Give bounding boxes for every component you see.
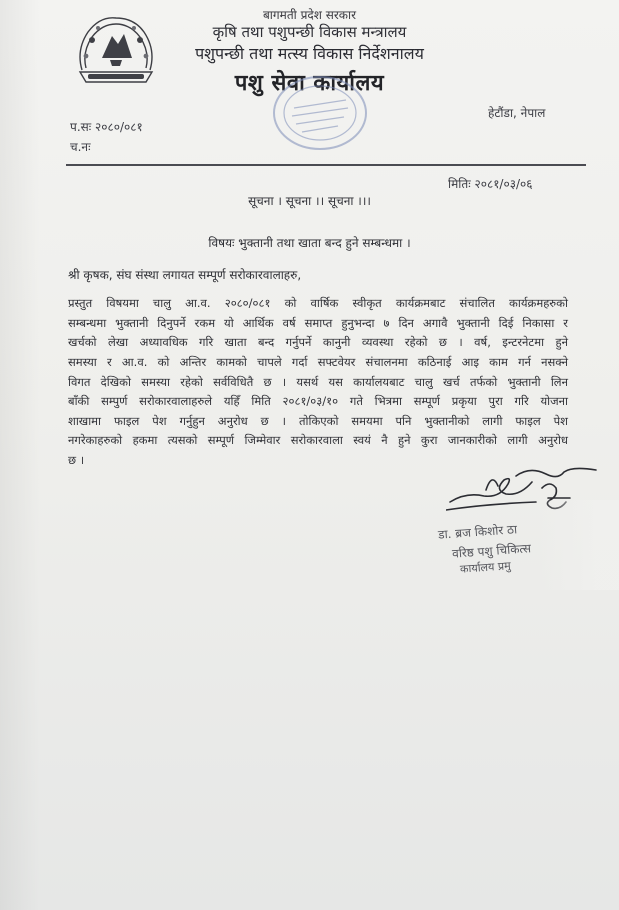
body-line: बाँकी सम्पुर्ण सरोकारवालाहरुले यहिँ मिति २०८१/०३/१० गते भित्रमा सम्पूर्ण प्रकृया पुरा गरि योजना [68, 394, 568, 408]
letter-date: मितिः २०८१/०३/०६ [448, 177, 533, 191]
header-divider [66, 164, 586, 166]
signatory-title: वरिष्ठ पशु चिकित्स [451, 541, 532, 561]
signatory-role: कार्यालय प्रमु [459, 559, 512, 576]
letter-number: प.सः २०८०/०८१ [70, 120, 143, 134]
office-location: हेटौंडा, नेपाल [488, 106, 546, 120]
ministry-name: कृषि तथा पशुपन्छी विकास मन्त्रालय [212, 23, 407, 41]
paper-shadow [0, 0, 40, 910]
dispatch-number: च.नः [70, 140, 91, 154]
body-line: समस्या र आ.व. को अन्तिर कामको चापले गर्दा सफ्टवेयर संचालनमा कठिनाई आइ काम गर्न नसक्ने [68, 355, 568, 369]
body-line: प्रस्तुत विषयमा चालु आ.व. २०८०/०८१ को वार्षिक स्वीकृत कार्यक्रमबाट संचालित कार्यक्रमहरुको [68, 296, 568, 310]
body-line: विगत देखिको समस्या रहेको सर्वविधितै छ । यसर्थ यस कार्यालयबाट चालु खर्च तर्फको भुक्तानी लिन [68, 375, 568, 389]
province-government: बागमती प्रदेश सरकार [262, 8, 357, 22]
body-line: छ । [68, 453, 85, 467]
office-name: पशु सेवा कार्यालय [234, 71, 385, 96]
signatory-name: डा. ब्रज किशोर ठा [437, 522, 518, 542]
body-line: नगरेकाहरुको हकमा त्यसको सम्पूर्ण जिम्मेवार सरोकारवाला स्वयं नै हुने कुरा जानकारीको लागी अनुरोध [68, 433, 568, 447]
office-seal-stamp [270, 72, 370, 154]
body-line: सम्बन्धमा भुक्तानी दिनुपर्ने रकम यो आर्थिक वर्ष समाप्त हुनुभन्दा ७ दिन अगावै भुक्तानी दिई निकासा र [68, 316, 568, 330]
directorate-name: पशुपन्छी तथा मत्स्य विकास निर्देशनालय [195, 44, 424, 63]
salutation: श्री कृषक, संघ संस्था लगायत सम्पूर्ण सरोकारवालाहरु, [68, 268, 302, 282]
paper-fade [540, 500, 619, 590]
letter-subject: विषयः भुक्तानी तथा खाता बन्द हुने सम्बन्धमा । [208, 236, 411, 250]
body-line: शाखामा फाइल पेश गर्नुहुन अनुरोध छ । तोकिएको समयमा पनि भुक्तानीको लागी फाइल पेश [68, 414, 568, 428]
body-line: खर्चको लेखा अध्यावधिक गरि खाता बन्द गर्नुपर्ने कानुनी व्यवस्था रहेको छ । वर्ष, इन्टरनेटमा हुने [68, 335, 568, 349]
notice-heading: सूचना । सूचना ।। सूचना ।।। [248, 194, 371, 208]
